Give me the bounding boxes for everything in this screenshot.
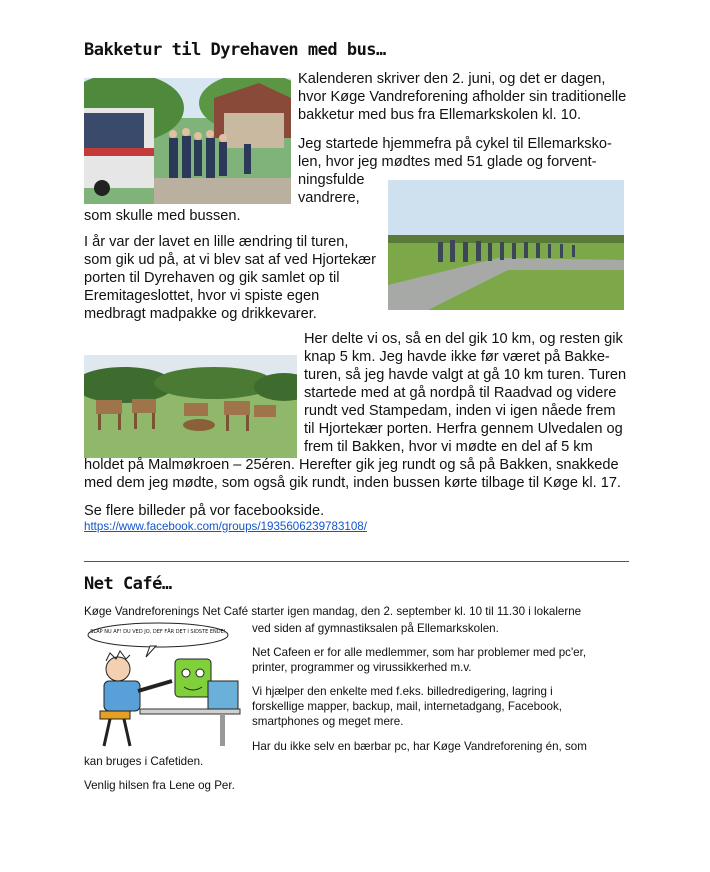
facebook-group-link[interactable]: https://www.facebook.com/groups/1935606239783108/ bbox=[84, 520, 367, 533]
body-line: forskellige mapper, backup, mail, internetadgang, Facebook, bbox=[252, 700, 562, 713]
signature-line: Venlig hilsen fra Lene og Per. bbox=[84, 779, 235, 792]
body-line: som gik ud på, at vi blev sat af ved Hjortekær bbox=[84, 252, 377, 268]
body-line: Vi hjælper den enkelte med f.eks. billedredigering, lagring i bbox=[252, 685, 553, 698]
body-line: vandrere, bbox=[298, 190, 360, 206]
computer-frustration-cartoon bbox=[80, 621, 248, 751]
body-line: Kalenderen skriver den 2. juni, og det er dagen, bbox=[298, 71, 606, 87]
body-line: frem til Bakken, hvor vi mødte en del af 5 km bbox=[304, 439, 593, 455]
body-line: med dem jeg mødte, som også gik rundt, inden bussen kørte tilbage til Køge kl. 17. bbox=[84, 475, 621, 491]
section-divider bbox=[84, 561, 629, 562]
body-line: bakketur med bus fra Ellemarkskolen kl. 10. bbox=[298, 107, 582, 123]
walkers-road-photo bbox=[388, 180, 624, 310]
body-line: kan bruges i Cafetiden. bbox=[84, 755, 204, 768]
body-line: smartphones og meget mere. bbox=[252, 715, 404, 728]
deer-photo bbox=[84, 355, 297, 458]
body-line: porten til Dyrehaven og gik samlet op til bbox=[84, 270, 340, 286]
article-heading-bakketur: Bakketur til Dyrehaven med bus… bbox=[84, 40, 386, 60]
body-line: len, hvor jeg mødtes med 51 glade og forvent- bbox=[298, 154, 597, 170]
body-line: Her delte vi os, så en del gik 10 km, og resten gik bbox=[304, 331, 623, 347]
cartoon-bubble-text: SLAP NU AF! DU VED JO, DEF FÅR DET I SIDSTE ENDE! bbox=[90, 629, 226, 635]
body-line: Se flere billeder på vor facebookside. bbox=[84, 503, 325, 519]
body-line: Køge Vandreforenings Net Café starter igen mandag, den 2. september kl. 10 til 11.30 i lokalerne bbox=[84, 605, 582, 618]
body-line: turen, så jeg havde valgt at gå 10 km turen. Turen bbox=[304, 367, 627, 383]
article-heading-net-cafe: Net Café… bbox=[84, 574, 172, 594]
body-line: som skulle med bussen. bbox=[84, 208, 241, 224]
bus-group-photo bbox=[84, 78, 291, 204]
body-line: Eremitageslottet, hvor vi spiste egen bbox=[84, 288, 320, 304]
body-line: medbragt madpakke og drikkevarer. bbox=[84, 306, 317, 322]
body-line: ved siden af gymnastiksalen på Ellemarkskolen. bbox=[252, 622, 499, 635]
body-line: I år var der lavet en lille ændring til turen, bbox=[84, 234, 349, 250]
body-line: ningsfulde bbox=[298, 172, 365, 188]
body-line: Net Cafeen er for alle medlemmer, som har problemer med pc'er, bbox=[252, 646, 587, 659]
body-line: til Hjortekær porten. Herfra gennem Ulvedalen og bbox=[304, 421, 623, 437]
body-line: startede med at gå nordpå til Raadvad og videre bbox=[304, 385, 617, 401]
body-line: Jeg startede hjemmefra på cykel til Ellemarksko- bbox=[298, 136, 612, 152]
body-line: Har du ikke selv en bærbar pc, har Køge Vandreforening én, som bbox=[252, 740, 587, 753]
body-line: rundt ved Stampedam, inden vi igen nåede frem bbox=[304, 403, 616, 419]
body-line: hvor Køge Vandreforening afholder sin traditionelle bbox=[298, 89, 627, 105]
body-line: holdet på Malmøkroen – 25éren. Herefter gik jeg rundt og så på Bakken, snakkede bbox=[84, 457, 619, 473]
body-line: printer, programmer og virussikkerhed m.v. bbox=[252, 661, 472, 674]
body-line: knap 5 km. Jeg havde ikke før været på Bakke- bbox=[304, 349, 610, 365]
